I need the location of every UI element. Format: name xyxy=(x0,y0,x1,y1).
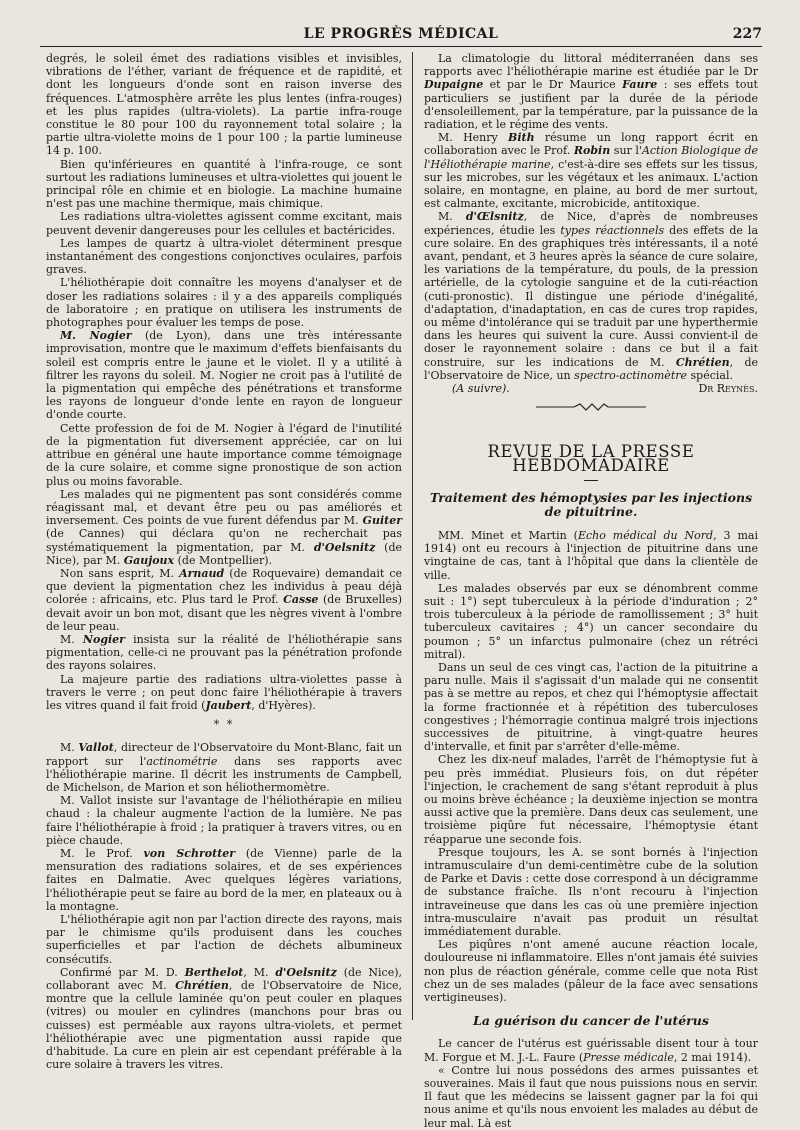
header-rule xyxy=(40,46,762,47)
author-name: Chrétien xyxy=(675,355,730,369)
signature-line xyxy=(424,382,758,395)
author-name: d'Œlsnitz xyxy=(465,210,524,224)
paragraph: Non sans esprit, M. Arnaud (de Roquevaire) demandait ce que devient la pigmentation chez les individus à peau déjà colorée : africains, etc. Plus tard le Prof. Casse (de Bruxelles) devait avoir un bon mot, disant que les nègres vivent à l'ombre de leur peau. xyxy=(46,566,402,633)
paragraph: L'héliothérapie doit connaître les moyens d'analyser et de doser les radiations solaires : il y a des appareils compliqués de laboratoire ; en pratique on utilisera les instruments de photographes pour évaluer les temps de pose. xyxy=(46,276,402,330)
author-name: Guiter xyxy=(362,514,402,528)
paragraph: « Contre lui nous possédons des armes puissantes et souveraines. Mais il faut que nous puissions nous en servir. Il faut que les médecins se laissent gagner par la foi qui nous anime et qu'ils nous envoient les malades au début de leur mal. Là est xyxy=(424,1063,758,1130)
paragraph: M. Nogier insista sur la réalité de l'héliothérapie sans pigmentation, celle-ci ne prouvant pas la pénétration profonde des rayons solaires. xyxy=(46,632,402,673)
paragraph: Dans un seul de ces vingt cas, l'action de la pituitrine a paru nulle. Mais il s'agissait d'un malade qui ne consentit pas à se mettre au repos, et chez qui l'hémoptysie affectait la forme fractionnée et à répétition des tuberculoses congestives ; l'hémorragie continua malgré trois injections successives de pituitrine, à vingt-quatre heures d'intervalle, et finit par s'arrêter d'elle-même. xyxy=(424,660,758,754)
author-name: Berthelot xyxy=(184,965,244,979)
paragraph: Les lampes de quartz à ultra-violet déterminent presque instantanément des congestions conjonctives oculaires, parfois graves. xyxy=(46,236,402,277)
author-name: Nogier xyxy=(82,632,125,646)
article-title: Traitement des hémoptysies par les injections de pituitrine. xyxy=(429,489,753,519)
paragraph: Le cancer de l'utérus est guérissable disent tour à tour M. Forgue et M. J.-L. Faure (Presse médicale, 2 mai 1914). xyxy=(424,1037,758,1064)
author-name: von Schrotter xyxy=(143,846,236,860)
paragraph: M. Vallot, directeur de l'Observatoire du Mont-Blanc, fait un rapport sur l'actinométrie dans ses rapports avec l'héliothérapie marine. Il décrit les instruments de Campbell, de Michelson, de Marion et son héliothermomètre. xyxy=(46,741,402,794)
paragraph: M. Henry Bith résume un long rapport écrit en collaboration avec le Prof. Robin sur l'Action Biologique de l'Héliothérapie marine, c'est-à-dire ses effets sur les tissus, sur les microbes, sur les végétaux et les animaux. L'action solaire, en montagne, en plaine, au bord de mer surtout, est calmante, excitante, microbicide, antitoxique. xyxy=(424,131,759,211)
paragraph: Presque toujours, les A. se sont bornés à l'injection intramusculaire d'un demi-centimètre cube de la solution de Parke et Davis : cette dose correspond à un décigramme de substance fraîche. Ils n'ont recouru à l'injection intraveineuse que dans les cas où une première injection intra-musculaire n'avait pas produit un résultat immédiatement durable. xyxy=(424,845,758,938)
author-name: Vallot xyxy=(78,741,114,755)
author-name: d'Oelsnitz xyxy=(313,540,376,554)
section-separator: * * xyxy=(213,718,235,732)
right-column xyxy=(424,52,758,1130)
paragraph: Chez les dix-neuf malades, l'arrêt de l'hémoptysie fut à peu près immédiat. Plusieurs fois, on dut répéter l'injection, le crachement de sang s'étant reproduit à plus ou moins brève échéance ; la deuxième injection se montra aussi active que la première. Dans deux cas seulement, une troisième piqûre fut nécessaire, l'hémoptysie étant réapparue une seconde fois. xyxy=(424,753,758,846)
paragraph: La majeure partie des radiations ultra-violettes passe à travers le verre ; on peut donc faire l'héliothérapie à travers les vitres quand il fait froid (Jaubert, d'Hyères). xyxy=(46,672,402,712)
to-be-continued: (A suivre). xyxy=(452,382,510,396)
paragraph: Les radiations ultra-violettes agissent comme excitant, mais peuvent devenir dangereuses pour les cellules et bactéricides. xyxy=(46,210,402,237)
paragraph: La climatologie du littoral méditerranéen dans ses rapports avec l'héliothérapie marine est étudiée par le Dr Dupaigne et par le Dr Maurice Faure : ses effets tout particuliers se justifient par la durée de la période d'ensoleillement, par la température, par la puissance de la radiation, et le régime des vents. xyxy=(424,52,758,132)
paragraph: degrés, le soleil émet des radiations visibles et invisibles, vibrations de l'éther, variant de fréquence et de rapidité, et dont les longueurs d'onde sont en raison inverse des fréquences. L'atmosphère arrête les plus lentes (infra-rouges) et les plus rapides (ultra-violets). La partie infra-rouge constitue le 80 pour 100 du rayonnement total solaire ; la partie ultra-violette moins de 1 pour 100 ; la partie lumineuse 14 p. 100. xyxy=(46,52,402,158)
author-name: Casse xyxy=(283,593,319,607)
author-signature: Dr Reynès. xyxy=(698,382,758,396)
paragraph: Cette profession de foi de M. Nogier à l'égard de l'inutilité de la pigmentation fut diversement appréciée, car on lui attribue en général une haute importance comme témoignage de la cure solaire, et comme signe pronostique de son action plus ou moins favorable. xyxy=(46,421,402,488)
paragraph: Bien qu'inférieures en quantité à l'infra-rouge, ce sont surtout les radiations lumineuses et ultra-violettes qui jouent le principal rôle en chimie et en biologie. La machine humaine n'est pas une machine thermique, mais chimique. xyxy=(46,157,402,211)
author-name: Jaubert xyxy=(205,698,252,712)
paragraph: Les malades observés par eux se dénombrent comme suit : 1°) sept tuberculeux à la période d'induration ; 2° trois tuberculeux à la période de ramollissement ; 3° huit tuberculeux cavitaires ; 4°) un cancer secondaire du poumon ; 5° un infarctus pulmonaire (chez un rétréci mitral). xyxy=(424,581,758,661)
author-name: M. Nogier xyxy=(60,329,132,343)
author-name: d'Oelsnitz xyxy=(275,965,337,979)
running-header xyxy=(40,26,762,44)
article-title: La guérison du cancer de l'utérus xyxy=(473,1013,709,1029)
author-name: Chrétien xyxy=(175,979,229,993)
author-name: Robin xyxy=(573,144,611,158)
title-dash xyxy=(584,480,598,481)
author-name: Gaujoux xyxy=(123,553,175,567)
paragraph: MM. Minet et Martin (Echo médical du Nord, 3 mai 1914) ont eu recours à l'injection de pituitrine dans une vingtaine de cas, tant à l'hôpital que dans la clientèle de ville. xyxy=(424,528,758,582)
left-column xyxy=(46,52,402,1071)
section-title: REVUE DE LA PRESSE HEBDOMADAIRE xyxy=(487,442,695,475)
paragraph: M. le Prof. von Schrotter (de Vienne) parle de la mensuration des radiations solaires, et de ses expériences faites en Dalmatie. Avec quelques légères variations, l'héliothérapie peut se faire au bord de la mer, en plateaux ou à la montagne. xyxy=(46,846,402,913)
paragraph: Confirmé par M. D. Berthelot, M. d'Oelsnitz (de Nice), collaborant avec M. Chrétien, de l'Observatoire de Nice, montre que la cellule laminée qu'on peut couler en plaques (vitres) ou mouler en cylindres (manchons pour bras ou cuisses) est perméable aux rayons ultra-violets, et permet l'héliothérapie avec une pigmentation aussi rapide que d'habitude. La cure en plein air est cependant préférable à la cure solaire à travers les vitres. xyxy=(46,965,403,1072)
column-divider xyxy=(412,52,413,1020)
author-name: Faure xyxy=(622,78,658,92)
paragraph: Les piqûres n'ont amené aucune réaction locale, douloureuse ni inflammatoire. Elles n'ont jamais été suivies non plus de réaction générale, comme celle que nota Rist chez un de ses malades (pâleur de la face avec sensations vertigineuses). xyxy=(424,938,758,1004)
author-name: Dupaigne xyxy=(424,78,484,92)
paragraph: L'héliothérapie agit non par l'action directe des rayons, mais par le chimisme qu'ils produisent dans les couches superficielles et par l'action de déchets albumineux consécutifs. xyxy=(46,913,402,966)
ornament-separator xyxy=(424,402,758,415)
paragraph: M. d'Œlsnitz, de Nice, d'après de nombreuses expériences, étudie les types réactionnels des effets de la cure solaire. En des graphiques très intéressants, il a noté avant, pendant, et 3 heures après la séance de cure solaire, les variations de la température, du pouls, de la pression artérielle, de la cytologie sanguine et de la cuti-réaction (cuti-pronostic). Il distingue une période d'inégalité, d'adaptation, d'inadaptation, en cas de cures trop rapides, ou même d'intolérance qui se traduit par une hyperthermie dans les heures qui suivent la cure. Aussi convient-il de doser le rayonnement solaire : dans ce but il a fait construire, sur les indications de M. Chrétien, de l'Observatoire de Nice, un spectro-actinomètre spécial. xyxy=(424,210,758,382)
author-name: Bith xyxy=(508,131,535,145)
journal-title: LE PROGRÈS MÉDICAL xyxy=(303,26,499,42)
author-name: Arnaud xyxy=(179,566,225,580)
page-number: 227 xyxy=(732,26,762,42)
paragraph: M. Vallot insiste sur l'avantage de l'héliothérapie en milieu chaud : la chaleur augmente l'action de la lumière. Ne pas faire l'héliothérapie à froid ; la pratiquer à travers vitres, ou en pièce chaude. xyxy=(46,794,402,847)
paragraph: Les malades qui ne pigmentent pas sont considérés comme réagissant mal, et devant être peu ou pas améliorés et inversement. Ces points de vue furent défendus par M. Guiter (de Cannes) qui déclara qu'on ne recherchait pas systématiquement la pigmentation, par M. d'Oelsnitz (de Nice), par M. Gaujoux (de Montpellier). xyxy=(46,487,402,567)
paragraph: M. Nogier (de Lyon), dans une très intéressante improvisation, montre que le maximum d'effets bienfaisants du soleil est compris entre le jaune et le violet. Il y a utilité à filtrer les rayons du soleil. M. Nogier ne croit pas à l'utilité de la pigmentation qui empêche des pénétrations et transforme les rayons de longueur d'onde lente en rayon de longueur d'onde courte. xyxy=(46,329,402,422)
